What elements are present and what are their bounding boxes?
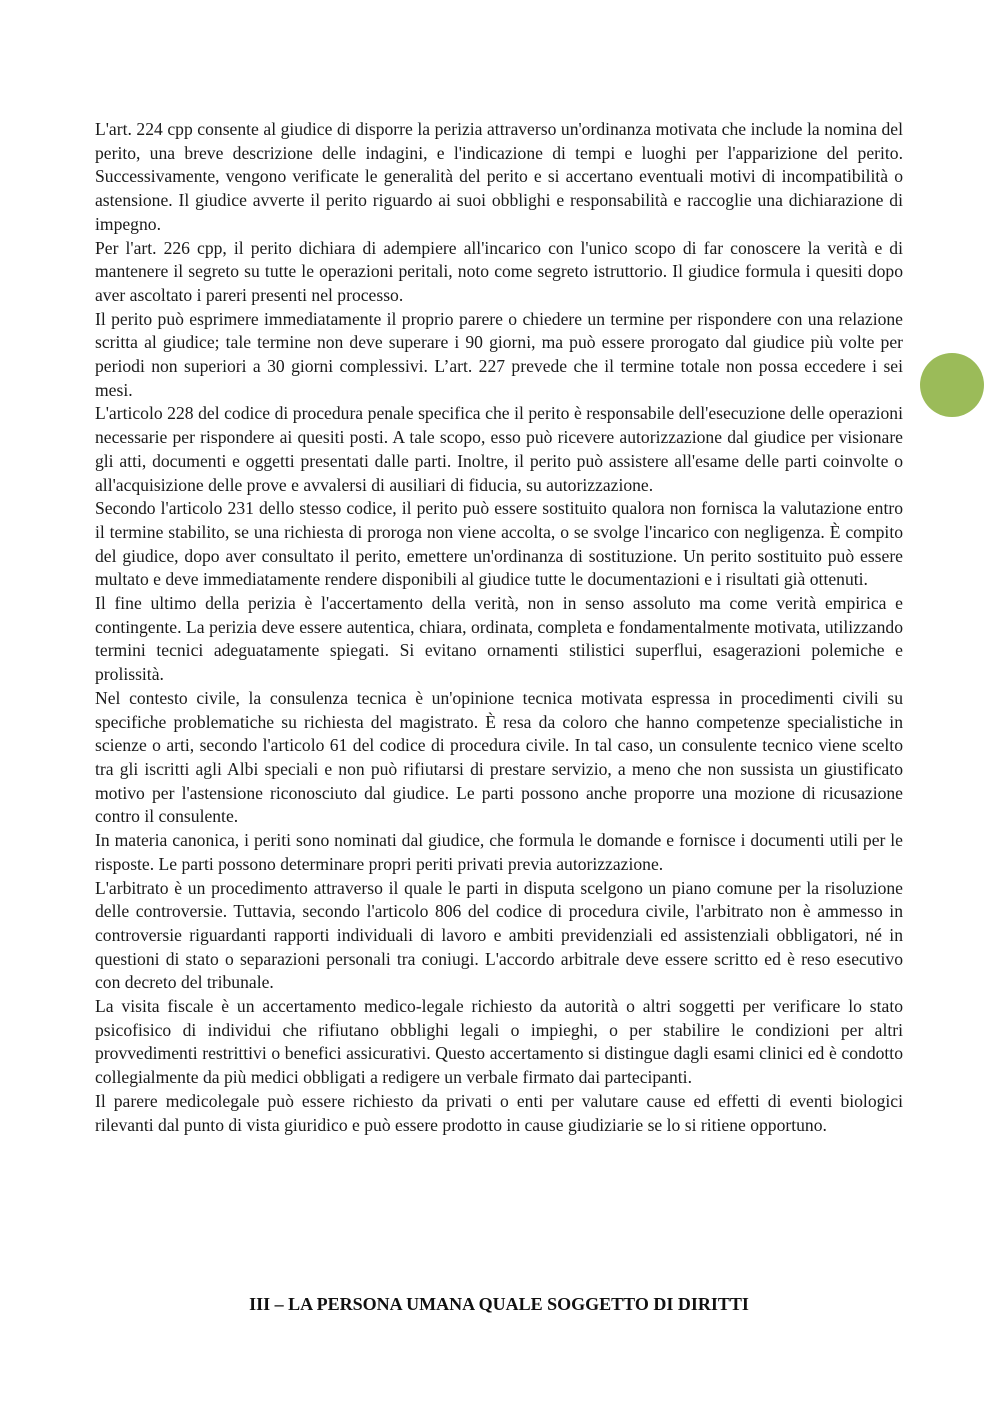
paragraph-art-224: L'art. 224 cpp consente al giudice di disporre la perizia attraverso un'ordinanza motivata che include la nomina del perito, una breve descrizione delle indagini, e l'indicazione di tempi e luoghi per l'apparizione del perito. Successivamente, vengono verificate le generalità del perito e si accertano eventuali motivi di incompatibilità o astensione. Il giudice avverte il perito riguardo ai suoi obblighi e responsabilità e raccoglie una dichiarazione di impegno.: [95, 119, 903, 234]
document-body: [95, 118, 903, 1137]
paragraph-parere-medicolegale: Il parere medicolegale può essere richiesto da privati o enti per valutare cause ed effetti di eventi biologici rilevanti dal punto di vista giuridico e può essere prodotto in cause giudiziarie se lo si ritiene opportuno.: [95, 1090, 903, 1135]
paragraph-visita-fiscale: La visita fiscale è un accertamento medico-legale richiesto da autorità o altri soggetti per verificare lo stato psicofisico di individui che rifiutano obblighi legali o impieghi, o per stabilire le condizioni per altri provvedimenti restrittivi o benefici assicurativi. Questo accertamento si distingue dagli esami clinici ed è condotto collegialmente da più medici obbligati a redigere un verbale firmato dai partecipanti.: [95, 996, 903, 1088]
section-heading: III – LA PERSONA UMANA QUALE SOGGETTO DI DIRITTI: [249, 1294, 749, 1314]
paragraph-art-231: Secondo l'articolo 231 dello stesso codice, il perito può essere sostituito qualora non fornisca la valutazione entro il termine stabilito, se una richiesta di proroga non viene accolta, o se svolge l'incarico con negligenza. È compito del giudice, dopo aver consultato il perito, emettere un'ordinanza di sostituzione. Un perito sostituito può essere multato e deve immediatamente rendere disponibili al giudice tutte le documentazioni e i risultati già ottenuti.: [95, 498, 903, 590]
paragraph-arbitrato: L'arbitrato è un procedimento attraverso il quale le parti in disputa scelgono un piano comune per la risoluzione delle controversie. Tuttavia, secondo l'articolo 806 del codice di procedura civile, l'arbitrato non è ammesso in controversie riguardanti rapporti individuali di lavoro e ambiti previdenziali ed assistenziali obbligatori, né in questioni di stato o separazioni personali tra coniugi. L'accordo arbitrale deve essere scritto ed è reso esecutivo con decreto del tribunale.: [95, 877, 903, 993]
paragraph-art-228: L'articolo 228 del codice di procedura penale specifica che il perito è responsabile dell'esecuzione delle operazioni necessarie per rispondere ai quesiti posti. A tale scopo, esso può ricevere autorizzazione dal giudice per visionare gli atti, documenti e oggetti presentati dalle parti. Inoltre, il perito può assistere all'esame delle parti coinvolte o all'acquisizione delle prove e avvalersi di ausiliari di fiducia, su autorizzazione.: [95, 403, 903, 495]
paragraph-art-226: Per l'art. 226 cpp, il perito dichiara di adempiere all'incarico con l'unico scopo di far conoscere la verità e di mantenere il segreto su tutte le operazioni peritali, noto come segreto istruttorio. Il giudice formula i quesiti dopo aver ascoltato i pareri presenti nel processo.: [95, 237, 903, 305]
paragraph-fine-perizia: Il fine ultimo della perizia è l'accertamento della verità, non in senso assoluto ma come verità empirica e contingente. La perizia deve essere autentica, chiara, ordinata, completa e fondamentalmente motivata, utilizzando termini tecnici adeguatamente spiegati. Si evitano ornamenti stilistici superflui, esagerazioni polemiche e prolissità.: [95, 593, 903, 685]
paragraph-materia-canonica: In materia canonica, i periti sono nominati dal giudice, che formula le domande e fornisce i documenti utili per le risposte. Le parti possono determinare propri periti privati previa autorizzazione.: [95, 830, 903, 874]
paragraph-consulenza-civile: Nel contesto civile, la consulenza tecnica è un'opinione tecnica motivata espressa in procedimenti civili su specifiche problematiche su richiesta del magistrato. È resa da coloro che hanno competenze specialistiche in scienze o arti, secondo l'articolo 61 del codice di procedura civile. In tal caso, un consulente tecnico viene scelto tra gli iscritti agli Albi speciali e non può rifiutarsi di prestare servizio, a meno che non sussista un giustificato motivo per l'astensione riconosciuto dal giudice. Le parti possono anche proporre una mozione di ricusazione contro il consulente.: [95, 687, 903, 827]
section-tab-marker: [920, 353, 984, 417]
paragraph-art-227: Il perito può esprimere immediatamente il proprio parere o chiedere un termine per rispondere con una relazione scritta al giudice; tale termine non deve superare i 90 giorni, ma può essere prorogato dal giudice più volte per periodi non superiori a 30 giorni complessivi. L’art. 227 prevede che il termine totale non possa eccedere i sei mesi.: [95, 308, 903, 400]
